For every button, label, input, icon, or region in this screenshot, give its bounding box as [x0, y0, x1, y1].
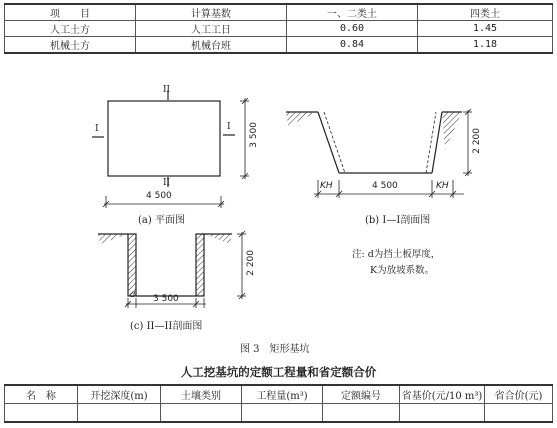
- empty-cell[interactable]: [400, 404, 485, 423]
- plan-height-label: 3 500: [249, 122, 259, 148]
- header-cell: 开挖深度(m): [78, 385, 161, 404]
- table-row: [5, 404, 553, 423]
- empty-cell[interactable]: [78, 404, 161, 423]
- section1-caption: (b) I—I剖面图: [365, 215, 431, 226]
- result-table-header: [5, 385, 553, 404]
- figure-title: 图 3 矩形基坑: [240, 344, 310, 355]
- header-cell: 工程量(m³): [242, 385, 323, 404]
- note-line: 注: d为挡土板厚度，: [352, 249, 441, 260]
- plan-outline: [108, 101, 220, 176]
- soil-hatch-right: [442, 112, 462, 150]
- empty-cell[interactable]: [161, 404, 242, 423]
- header-cell: 土壤类别: [161, 385, 242, 404]
- cell-class12: 0.84: [287, 37, 418, 54]
- plan-height-dimension: [240, 98, 249, 179]
- header-cell: 项 目: [5, 4, 136, 21]
- cell-base: 人工工日: [136, 21, 287, 37]
- header-cell: 定额编号: [323, 385, 400, 404]
- board-label: d: [130, 290, 136, 299]
- soil-hatch-left: [98, 234, 128, 244]
- empty-cell[interactable]: [323, 404, 400, 423]
- plan-width-label: 4 500: [146, 191, 172, 201]
- section1-label-right: I: [227, 122, 231, 132]
- section2-label-top: II: [163, 85, 171, 95]
- empty-cell[interactable]: [5, 404, 78, 423]
- soil-hatch-right: [204, 234, 232, 244]
- header-cell: 四类土: [418, 4, 553, 21]
- note-line: K为放坡系数。: [370, 265, 435, 276]
- cell-item: 人工土方: [5, 21, 136, 37]
- slope-label-right: KH: [436, 181, 449, 191]
- section2-depth-dimension: [237, 231, 246, 299]
- section1-label-left: I: [95, 124, 99, 134]
- cell-class4: 1.18: [418, 37, 553, 54]
- cell-class4: 1.45: [418, 21, 553, 37]
- section1-depth-dimension: [463, 109, 472, 176]
- header-cell: 一、二类土: [287, 4, 418, 21]
- plan-caption: (a) 平面图: [138, 215, 185, 226]
- cell-base: 机械台班: [136, 37, 287, 54]
- section2-caption: (c) II—II剖面图: [130, 321, 203, 332]
- result-table: [4, 384, 553, 423]
- cell-item: 机械土方: [5, 37, 136, 54]
- result-table-title: 人工挖基坑的定额工程量和省定额合价: [180, 365, 377, 379]
- figure-notes: [352, 247, 440, 279]
- slope-label-left: KH: [320, 181, 333, 191]
- header-cell: 省合价(元): [485, 385, 553, 404]
- section1-width-label: 4 500: [372, 181, 398, 191]
- section2-label-bottom: II: [163, 178, 171, 188]
- section1-depth-label: 2 200: [472, 128, 482, 154]
- header-cell: 省基价(元/10 m³): [400, 385, 485, 404]
- shoring-board-right: [196, 234, 204, 296]
- empty-cell[interactable]: [485, 404, 553, 423]
- section2-width-label: 3 500: [153, 294, 179, 304]
- empty-cell[interactable]: [242, 404, 323, 423]
- soil-hatch-left: [286, 112, 318, 126]
- header-cell: 计算基数: [136, 4, 287, 21]
- slope-right: [432, 112, 442, 173]
- shoring-board-left: [128, 234, 136, 296]
- slope-left: [318, 112, 339, 173]
- header-cell: 名 称: [5, 385, 78, 404]
- section2-depth-label: 2 200: [246, 250, 256, 276]
- cell-class12: 0.60: [287, 21, 418, 37]
